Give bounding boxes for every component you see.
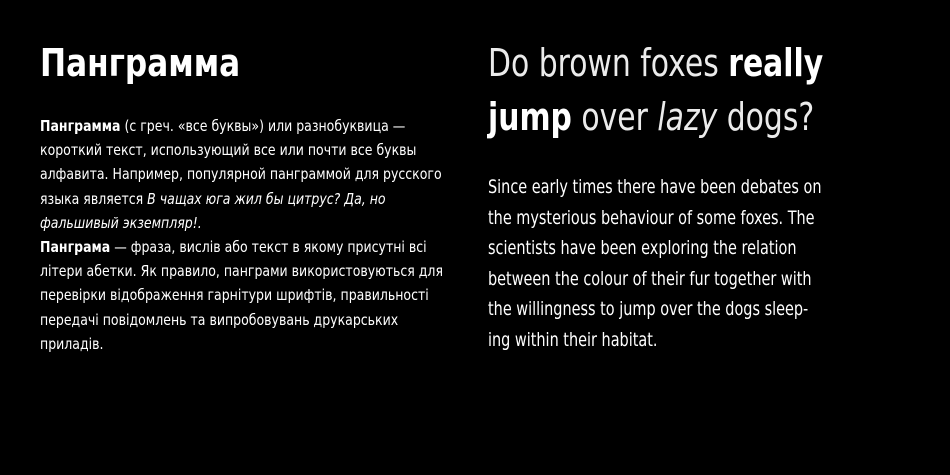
right-body-line: between the colour of their fur together with [488,267,812,290]
left-title: Панграмма [40,41,241,85]
term-pangramma-ru: Панграмма [40,117,121,135]
left-paragraph-1 [40,114,458,235]
left-paragraph-2 [40,235,458,356]
left-paragraph-2-text: — фраза, вислів або текст в якому присутні всі літери абетки. Як правило, панграми використовуються для перевірки відображення гарнітури шрифтів, правильності передачі повідомлень та випробовувань друкарських приладів. [40,238,443,353]
right-title-line2-regular-a: over [571,95,658,139]
term-pangrama-uk: Панграма [40,238,111,257]
right-title [488,36,928,144]
right-body-line: ing within their habitat. [488,328,658,351]
right-title-line2-regular-b: dogs? [717,95,815,139]
right-body [488,172,898,355]
right-title-line1-regular: Do brown foxes [488,41,729,85]
right-title-line1-bold: really [728,41,824,85]
left-paragraph-1-text: (с греч. «все буквы») или разнобуквица — короткий текст, использующий все или почти все буквы алфавита. Например, популярной панграммой для русского языка является [40,117,442,208]
right-body-line: Since early times there have been debates on [488,176,822,198]
right-title-line2-italic: lazy [657,95,718,139]
pangram-example-ru: В чащах юга жил бы цитрус? Да, но фальшивый экземпляр!. [40,189,386,232]
left-body [40,114,458,356]
right-title-line2-bold: jump [488,95,572,139]
right-body-line: scientists have been exploring the relation [488,237,797,259]
right-body-line: the willingness to jump over the dogs sleep- [488,298,809,320]
right-body-line: the mysterious behaviour of some foxes. The [488,206,815,229]
